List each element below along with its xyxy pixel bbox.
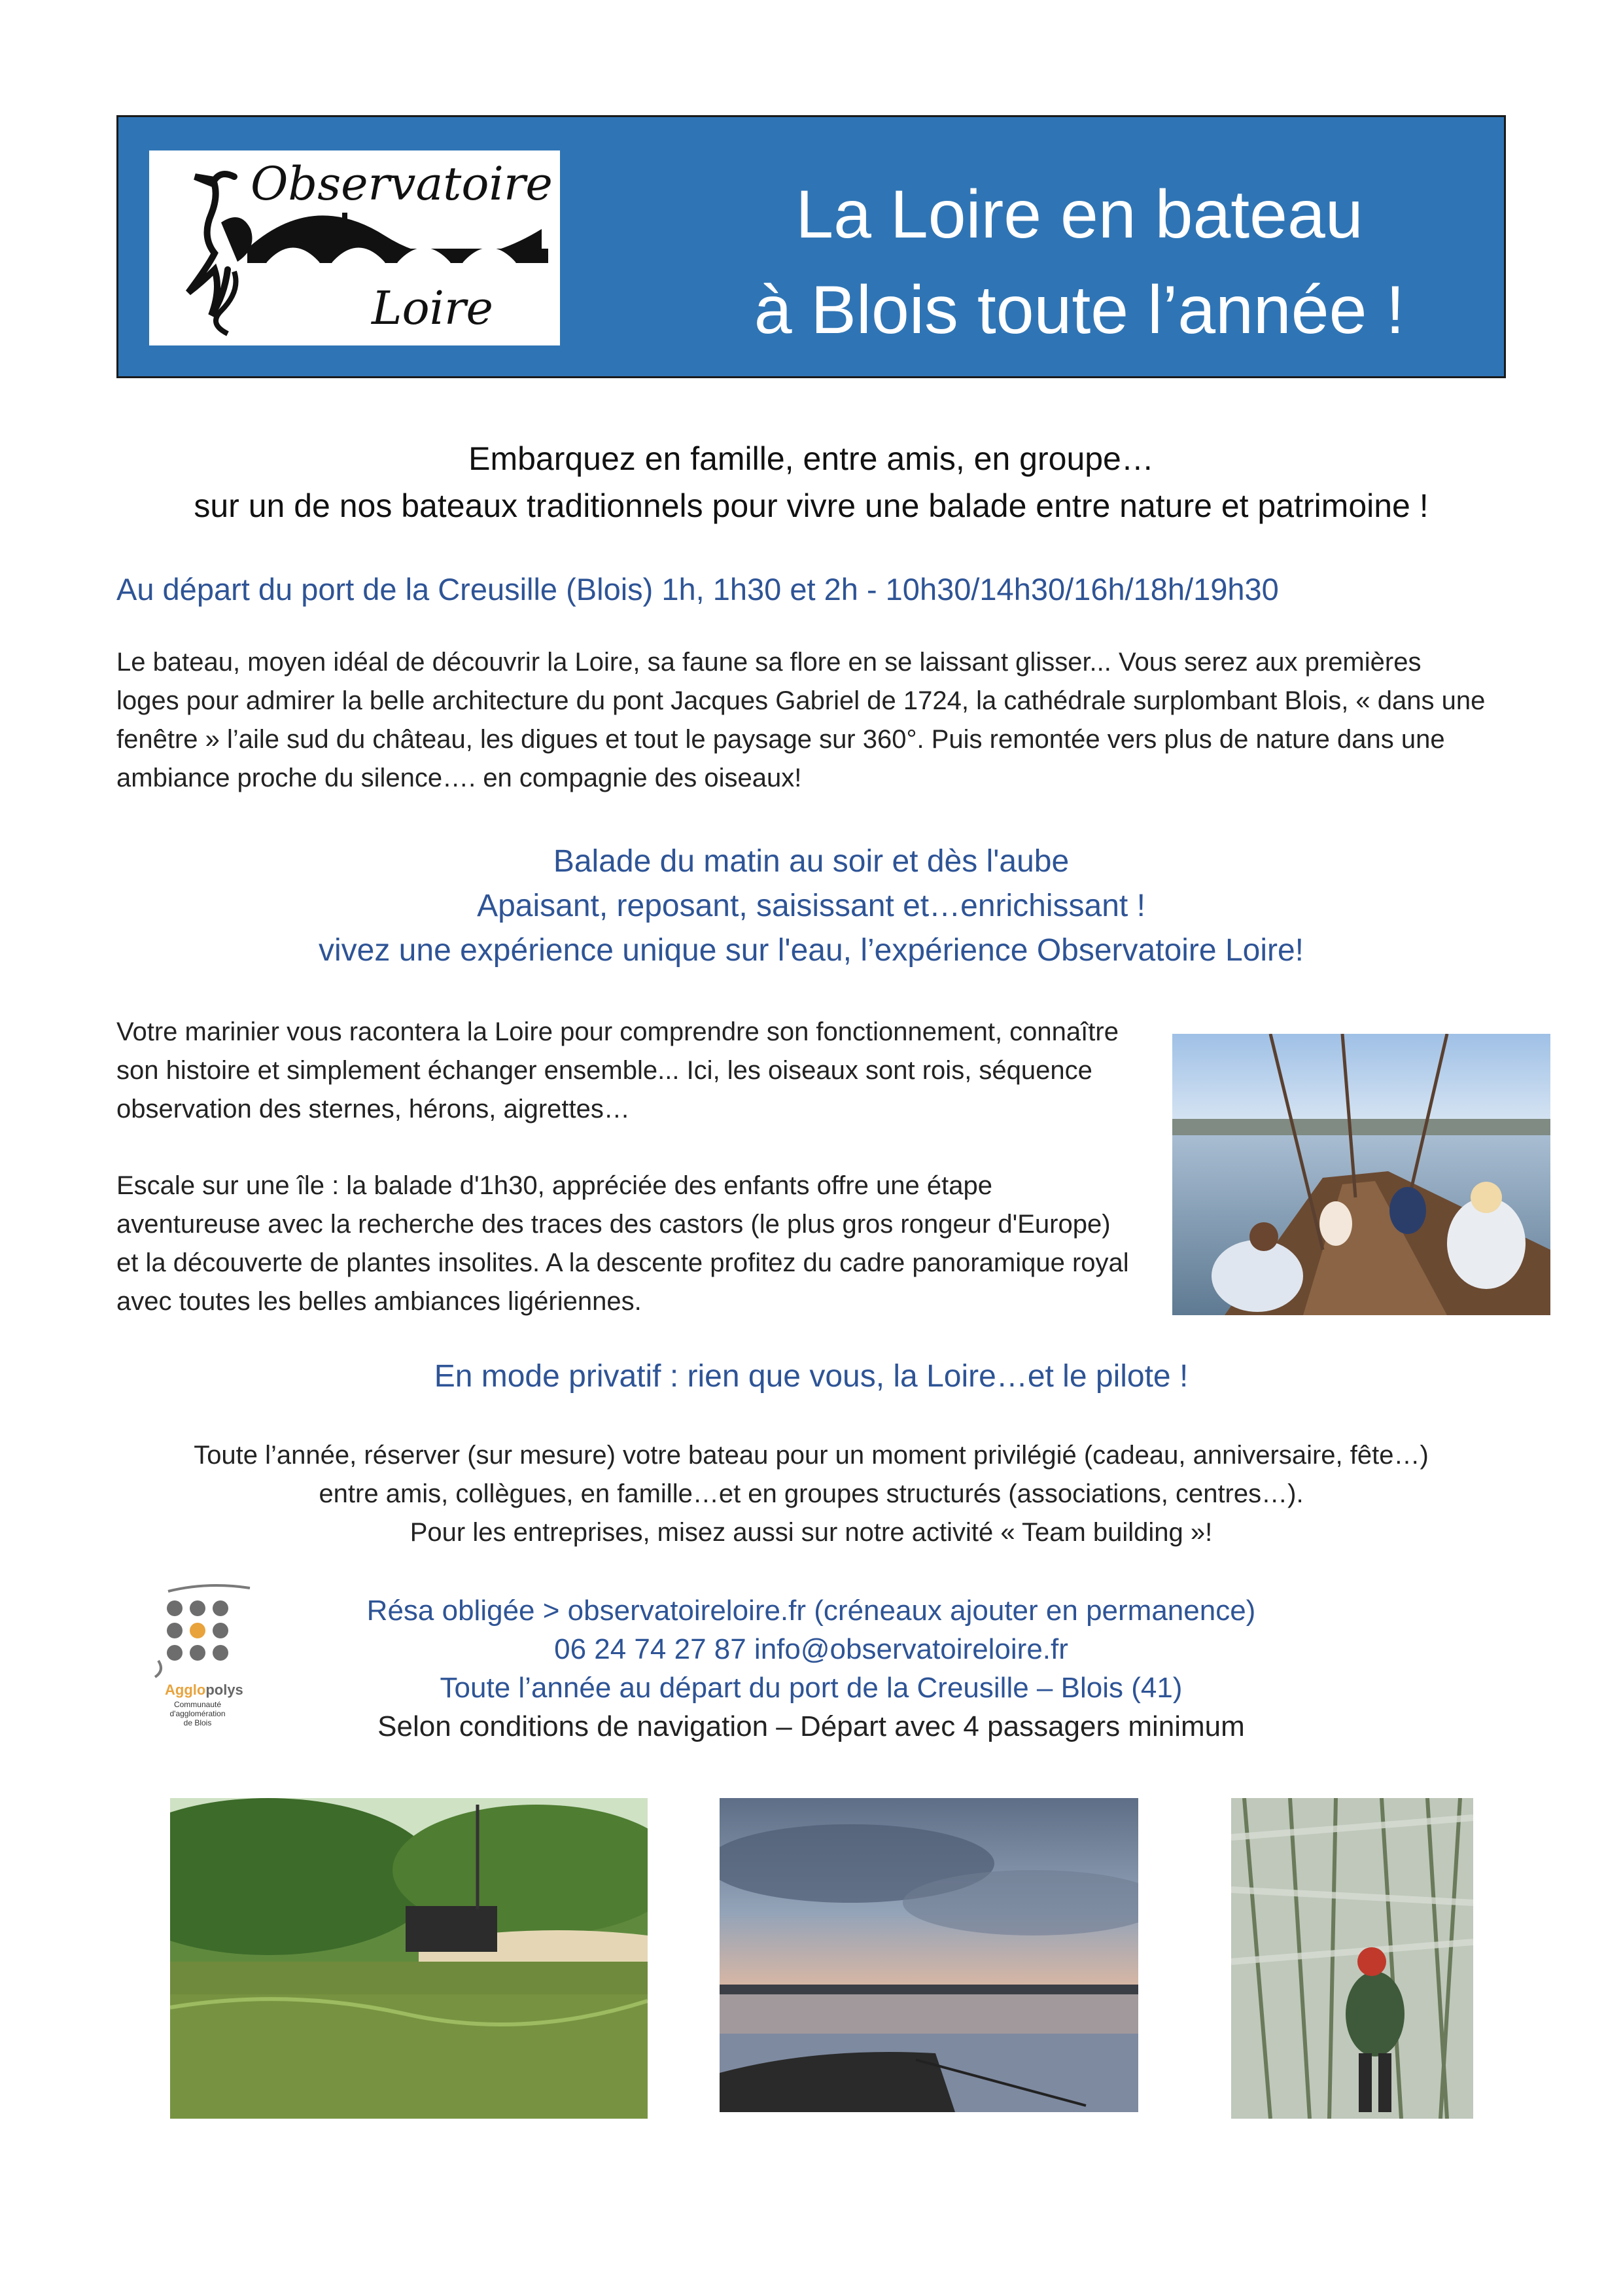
title-line-2: à Blois toute l’année ! [754, 272, 1405, 348]
agglopolys-name [165, 1682, 243, 1699]
agglopolys-caption-1: Communauté [173, 1700, 222, 1709]
intro-line-2: sur un de nos bateaux traditionnels pour vivre une balade entre nature et patrimoine ! [194, 487, 1429, 524]
privatif-line-3: Pour les entreprises, misez aussi sur notre activité « Team building »! [410, 1518, 1213, 1547]
agglopolys-name-a: Agglo [165, 1682, 206, 1698]
balade-line-3: vivez une expérience unique sur l'eau, l’expérience Observatoire Loire! [318, 933, 1304, 968]
conditions-line: Selon conditions de navigation – Départ avec 4 passagers minimum [377, 1710, 1245, 1742]
agglopolys-caption-3: de Blois [183, 1718, 212, 1727]
description-paragraph-2: Votre marinier vous racontera la Loire pour comprendre son fonctionnement, connaître son histoire et simplement échanger ensemble... Ici, les oiseaux sont rois, séquence observation des sternes, hérons, aigrettes… [116, 1017, 1119, 1123]
location-line: Toute l’année au départ du port de la Creusille – Blois (41) [440, 1672, 1183, 1704]
reservation-line[interactable]: Résa obligée > observatoireloire.fr (créneaux ajouter en permanence) [366, 1595, 1256, 1627]
boat-passengers-photo [1172, 1034, 1550, 1315]
logo-text-loire: Loire [372, 281, 493, 335]
description-paragraph-1: Le bateau, moyen idéal de découvrir la Loire, sa faune sa flore en se laissant glisser... Vous serez aux premières loges pour admirer la belle architecture du pont Jacques Gabriel de 1724, la cathédrale surplombant Blois, « dans une fenêtre » l’aile sud du château, les digues et tout le paysage sur 360°. Puis remontée vers plus de nature dans une ambiance proche du silence…. en compagnie des oiseaux! [116, 648, 1486, 792]
intro-line-1: Embarquez en famille, entre amis, en groupe… [468, 440, 1154, 477]
page-title [693, 167, 1465, 358]
privatif-text [118, 1436, 1505, 1552]
agglopolys-caption [152, 1700, 243, 1727]
balade-heading [118, 839, 1505, 973]
agglopolys-dots-icon [145, 1583, 256, 1682]
privatif-line-1: Toute l’année, réserver (sur mesure) votre bateau pour un moment privilégié (cadeau, anniversaire, fête…) [194, 1441, 1429, 1470]
logo-text-observatoire: Observatoire [251, 157, 553, 211]
agglopolys-name-b: polys [205, 1682, 243, 1698]
balade-line-2: Apaisant, reposant, saisissant et…enrichissant ! [477, 889, 1145, 923]
privatif-heading: En mode privatif : rien que vous, la Loire…et le pilote ! [434, 1359, 1189, 1394]
departure-info: Au départ du port de la Creusille (Blois) 1h, 1h30 et 2h - 10h30/14h30/16h/18h/19h30 [116, 572, 1279, 607]
agglopolys-logo [145, 1583, 256, 1734]
agglopolys-caption-2: d'agglomération [169, 1709, 226, 1718]
forest-walk-photo [1231, 1798, 1473, 2119]
observatoire-loire-logo [149, 150, 560, 345]
intro-text [118, 435, 1505, 529]
river-island-boat-photo [170, 1798, 648, 2119]
privatif-line-2: entre amis, collègues, en famille…et en groupes structurés (associations, centres…). [319, 1479, 1304, 1508]
title-line-1: La Loire en bateau [795, 177, 1363, 253]
description-paragraph-3: Escale sur une île : la balade d'1h30, appréciée des enfants offre une étape aventureuse avec la recherche des traces des castors (le plus gros rongeur d'Europe) et la découverte de plantes insolites. A la descente profitez du cadre panoramique royal avec toutes les belles ambiances ligériennes. [116, 1171, 1129, 1316]
loire-sunset-photo [720, 1798, 1138, 2112]
contact-block [262, 1591, 1361, 1746]
balade-line-1: Balade du matin au soir et dès l'aube [553, 844, 1070, 879]
phone-email-line[interactable]: 06 24 74 27 87 info@observatoireloire.fr [554, 1633, 1068, 1665]
